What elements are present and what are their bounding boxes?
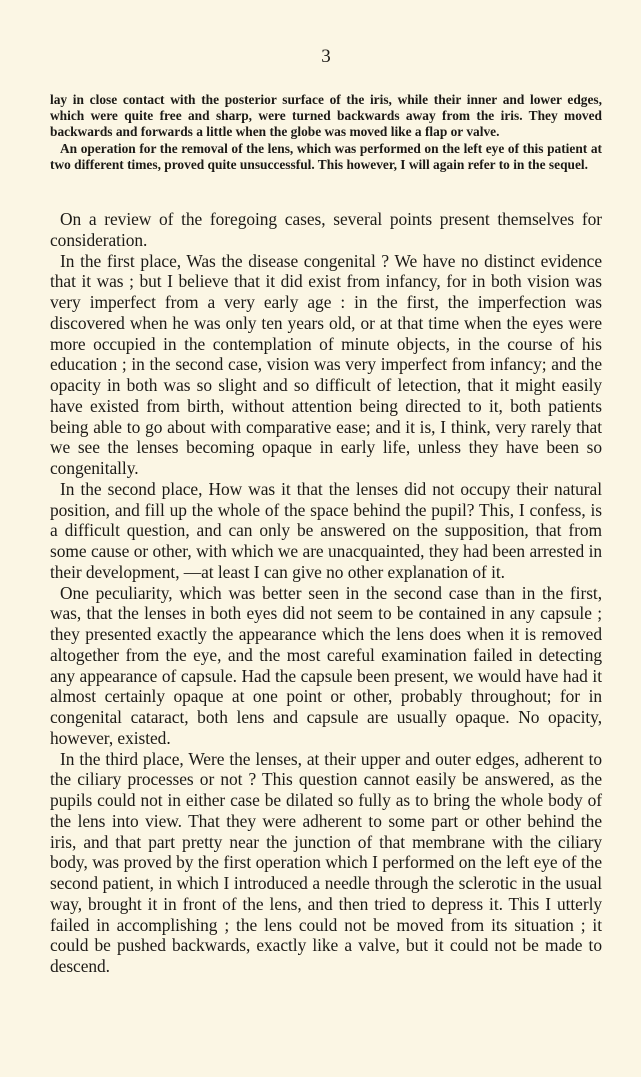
body-paragraph: On a review of the foregoing cases, several points present themselves for consideration. <box>50 209 602 250</box>
body-paragraph: One peculiarity, which was better seen in the second case than in the first, was, that the lenses in both eyes did not seem to be contained in any capsule ; they presented exactly the appearance which the lens does when it is removed altogether from the eye, and the most careful examination failed in detecting any appearance of capsule. Had the capsule been present, we would have had it almost certainly opaque at one point or other, probably throughout; for in congenital cataract, both lens and capsule are usually opaque. No opacity, however, existed. <box>50 582 602 748</box>
small-paragraph: lay in close contact with the posterior surface of the iris, while their inner and lower edges, which were quite free and sharp, were turned backwards away from the iris. They moved backwards and forwards a little when the globe was moved like a flap or valve. <box>50 92 602 140</box>
small-paragraph: An operation for the removal of the lens, which was performed on the left eye of this patient at two different times, proved quite unsuccessful. This however, I will again refer to in the sequel. <box>50 140 602 172</box>
discussion-text <box>50 209 602 977</box>
body-paragraph: In the first place, Was the disease congenital ? We have no distinct evidence that it was ; but I believe that it did exist from infancy, for in both vision was very imperfect from a very early age : in the first, the imperfection was discovered when he was only ten years old, or at that time when the eyes were more occupied in the contemplation of minute objects, in the course of his education ; in the second case, vision was very imperfect from infancy; and the opacity in both was so slight and so difficult of letection, that it might easily have existed from birth, without attention being directed to it, both patients being able to go about with comparative ease; and it is, I think, very rarely that we see the lenses becoming opaque in early life, unless they have been so congenitally. <box>50 250 602 478</box>
page-number: 3 <box>321 46 331 67</box>
body-paragraph: In the second place, How was it that the lenses did not occupy their natural position, and fill up the whole of the space behind the pupil? This, I confess, is a difficult question, and can only be answered on the supposition, that from some cause or other, with which we are unacquainted, they had been arrested in their development, —at least I can give no other explanation of it. <box>50 478 602 582</box>
continued-case-text <box>50 92 602 173</box>
body-paragraph: In the third place, Were the lenses, at their upper and outer edges, adherent to the ciliary processes or not ? This question cannot easily be answered, as the pupils could not in either case be dilated so fully as to bring the whole body of the lens into view. That they were adherent to some part or other behind the iris, and that part pretty near the junction of that membrane with the ciliary body, was proved by the first operation which I performed on the left eye of the second patient, in which I introduced a needle through the sclerotic in the usual way, brought it in front of the lens, and then tried to depress it. This I utterly failed in accomplishing ; the lens could not be moved from its situation ; it could be pushed backwards, exactly like a valve, but it could not be made to descend. <box>50 748 602 976</box>
document-page <box>50 0 602 1077</box>
